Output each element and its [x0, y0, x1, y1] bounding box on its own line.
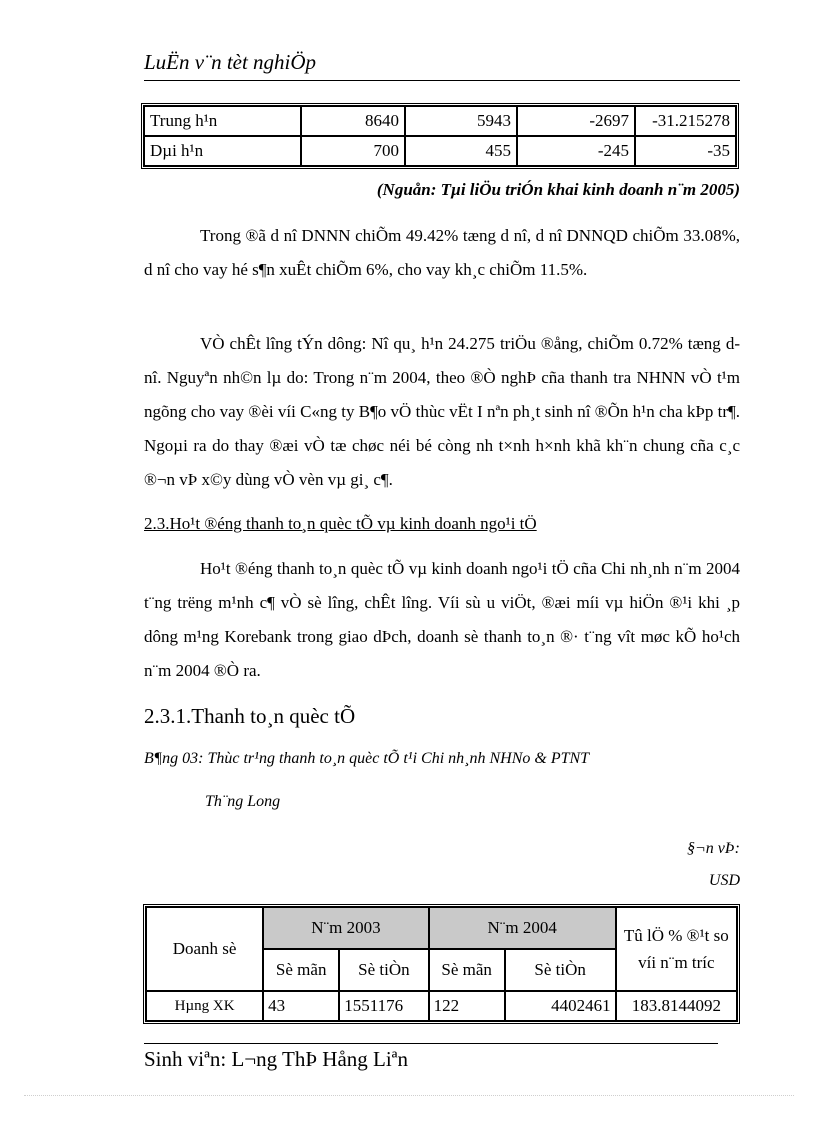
table-cell: -35 [635, 136, 736, 166]
subsection-heading: 2.3.1.Thanh to¸n quèc tÕ [144, 704, 356, 728]
table-cell: 5943 [405, 106, 517, 136]
table-cell: Dµi h¹n [144, 136, 301, 166]
footer-rule [144, 1043, 718, 1044]
table-cell: 455 [405, 136, 517, 166]
section-heading: 2.3.Ho¹t ®éng thanh to¸n quèc tÕ vµ kinh doanh ngo¹i tÖ [144, 514, 537, 533]
table-cell: -2697 [517, 106, 635, 136]
table-header-cell: N¨m 2003 [263, 907, 428, 949]
table-cell: Trung h¹n [144, 106, 301, 136]
table-header-cell: N¨m 2004 [429, 907, 616, 949]
table-row [144, 136, 736, 166]
table-header-cell: Doanh sè [146, 907, 263, 991]
source-note: (Nguån: Tµi liÖu triÓn khai kinh doanh n¨m 2005) [376, 180, 740, 199]
paragraph [144, 327, 740, 497]
table-cell: 8640 [301, 106, 405, 136]
paragraph [144, 219, 740, 287]
table-header-cell: Sè tiÒn [339, 949, 428, 991]
table-cell: 700 [301, 136, 405, 166]
footer-student: Sinh viªn: L¬ng ThÞ Hång Liªn [144, 1047, 408, 1071]
table-cell: 1551176 [339, 991, 428, 1021]
payment-table [143, 904, 740, 1024]
table-row [144, 106, 736, 136]
unit-value: USD [708, 872, 740, 889]
table-header-cell: Sè mãn [429, 949, 505, 991]
table-caption: B¶ng 03: Thùc tr¹ng thanh to¸n quèc tÕ t¹i Chi nh¸nh NHNo & PTNT [144, 750, 590, 767]
loan-term-table [141, 103, 739, 169]
paragraph-text: VÒ chÊt lîng tÝn dông: Nî qu¸ h¹n 24.275 triÖu ®ång, chiÕm 0.72% tæng d nî. Nguyªn nh©n lµ do: Trong n¨m 2004, theo ®Ò nghÞ cña thanh tra NHNN vÒ t¹m ngõng cho vay ®èi víi C«ng ty B¶o vÖ thùc vËt I nªn ph¸t sinh nî ®Õn h¹n cha kÞp tr¶. Ngoµi ra do thay ®æi vÒ tæ chøc néi bé còng nh t×nh h×nh khã kh¨n chung cña c¸c ®¬n vÞ x©y dùng vÒ vèn vµ gi¸ c¶. [144, 334, 740, 489]
paragraph [144, 552, 740, 688]
table-header-cell: Sè tiÒn [505, 949, 616, 991]
table-cell: -245 [517, 136, 635, 166]
table-header-cell: Tû lÖ % ®¹t so víi n¨m tríc [616, 907, 737, 991]
paragraph-text: Ho¹t ®éng thanh to¸n quèc tÕ vµ kinh doanh ngo¹i tÖ cña Chi nh¸nh n¨m 2004 t¨ng trëng m¹nh c¶ vÒ sè lîng, chÊt lîng. Víi sù u viÖt, ®æi míi vµ hiÖn ®¹i khi ¸p dông m¹ng Korebank trong giao dÞch, doanh sè thanh to¸n ®· t¨ng vît møc kÕ ho¹ch n¨m 2004 ®Ò ra. [144, 559, 740, 680]
table-cell: 43 [263, 991, 339, 1021]
table-cell: 4402461 [505, 991, 616, 1021]
table-cell: Hµng XK [146, 991, 263, 1021]
table-cell: 183.8144092 [616, 991, 737, 1021]
table-cell: 122 [429, 991, 505, 1021]
table-row [146, 991, 737, 1021]
unit-label: §¬n vÞ: [687, 840, 740, 857]
paragraph-text: Trong ®ã d nî DNNN chiÕm 49.42% tæng d nî, d nî DNNQD chiÕm 33.08%, d nî cho vay hé s¶n xuÊt chiÕm 6%, cho vay kh¸c chiÕm 11.5%. [144, 226, 740, 279]
document-header: LuËn v¨n tèt nghiÖp [144, 50, 317, 74]
table-cell: -31.215278 [635, 106, 736, 136]
table-caption-continued: Th¨ng Long [205, 793, 281, 810]
table-header-cell: Sè mãn [263, 949, 339, 991]
page-boundary [24, 1095, 794, 1096]
table-row [146, 907, 737, 949]
header-rule [144, 80, 740, 81]
